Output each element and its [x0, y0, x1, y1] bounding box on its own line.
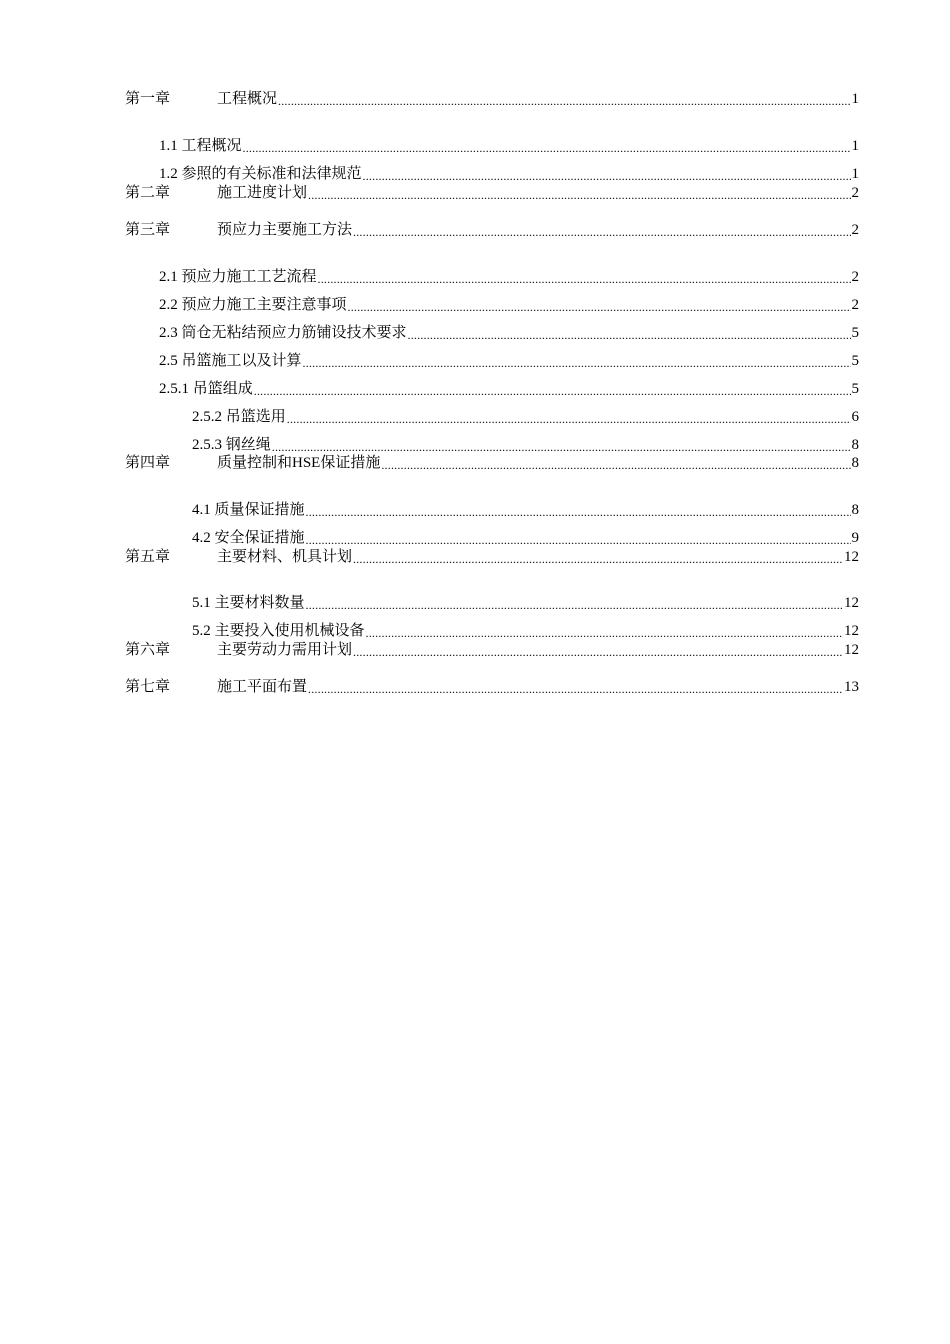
page-number: 2: [851, 269, 859, 285]
toc-entry-2-5-3[interactable]: [0, 437, 859, 454]
page-number: 12: [844, 642, 859, 658]
dot-leader: [306, 502, 851, 519]
entry-title: 2.5.2 吊篮选用: [192, 409, 286, 425]
chapter-number: 第六章: [125, 642, 171, 658]
entry-title: 预应力主要施工方法: [217, 222, 353, 238]
toc-entry-2-5-1[interactable]: [0, 381, 859, 398]
entry-title: 2.5.1 吊篮组成: [159, 381, 253, 397]
page-number: 9: [851, 530, 859, 546]
entry-title: 4.1 质量保证措施: [192, 502, 305, 518]
page-number: 8: [851, 455, 859, 471]
dot-leader: [306, 595, 843, 612]
page-number: 2: [851, 222, 859, 238]
toc-entry-5-1[interactable]: [0, 595, 859, 612]
toc-entry-ch3[interactable]: [0, 222, 859, 239]
entry-title: 2.3 筒仓无粘结预应力筋铺设技术要求: [159, 325, 407, 341]
dot-leader: [353, 222, 850, 239]
dot-leader: [243, 138, 851, 155]
dot-leader: [308, 185, 850, 202]
chapter-number: 第三章: [125, 222, 171, 238]
page-number: 8: [851, 437, 859, 453]
dot-leader: [366, 623, 843, 640]
chapter-number: 第七章: [125, 679, 171, 695]
page-number: 12: [844, 595, 859, 611]
entry-title: 2.1 预应力施工工艺流程: [159, 269, 317, 285]
page-number: 5: [851, 325, 859, 341]
entry-title: 5.1 主要材料数量: [192, 595, 305, 611]
toc-entry-ch1[interactable]: [0, 91, 859, 108]
entry-title: 主要劳动力需用计划: [217, 642, 353, 658]
page-number: 2: [851, 297, 859, 313]
entry-title: 1.1 工程概况: [159, 138, 242, 154]
page-number: 5: [851, 353, 859, 369]
toc-entry-ch5[interactable]: [0, 549, 859, 566]
page-number: 1: [851, 138, 859, 154]
page-number: 8: [851, 502, 859, 518]
dot-leader: [306, 530, 851, 547]
dot-leader: [287, 409, 851, 426]
toc-entry-1-2[interactable]: [0, 166, 859, 183]
page-number: 2: [851, 185, 859, 201]
toc-entry-ch4[interactable]: [0, 455, 859, 472]
chapter-number: 第五章: [125, 549, 171, 565]
dot-leader: [308, 679, 843, 696]
dot-leader: [303, 353, 851, 370]
entry-title: 2.5.3 钢丝绳: [192, 437, 271, 453]
entry-title: 2.2 预应力施工主要注意事项: [159, 297, 347, 313]
entry-title: 1.2 参照的有关标准和法律规范: [159, 166, 362, 182]
dot-leader: [363, 166, 851, 183]
toc-entry-2-3[interactable]: [0, 325, 859, 342]
dot-leader: [408, 325, 851, 342]
chapter-number: 第二章: [125, 185, 171, 201]
dot-leader: [353, 549, 843, 566]
dot-leader: [254, 381, 851, 398]
toc-entry-2-5[interactable]: [0, 353, 859, 370]
page-number: 13: [844, 679, 859, 695]
page-number: 12: [844, 623, 859, 639]
page-number: 5: [851, 381, 859, 397]
toc-entry-ch6[interactable]: [0, 642, 859, 659]
toc-entry-ch7[interactable]: [0, 679, 859, 696]
entry-title: 施工平面布置: [217, 679, 308, 695]
chapter-number: 第四章: [125, 455, 171, 471]
dot-leader: [353, 642, 843, 659]
entry-title: 4.2 安全保证措施: [192, 530, 305, 546]
toc-entry-2-5-2[interactable]: [0, 409, 859, 426]
entry-title: 2.5 吊篮施工以及计算: [159, 353, 302, 369]
entry-title: 主要材料、机具计划: [217, 549, 353, 565]
chapter-number: 第一章: [125, 91, 171, 107]
dot-leader: [318, 269, 851, 286]
entry-title: 施工进度计划: [217, 185, 308, 201]
entry-title: 质量控制和HSE保证措施: [217, 455, 381, 471]
page-number: 12: [844, 549, 859, 565]
toc-entry-ch2[interactable]: [0, 185, 859, 202]
toc-entry-2-2[interactable]: [0, 297, 859, 314]
toc-entry-4-1[interactable]: [0, 502, 859, 519]
dot-leader: [348, 297, 851, 314]
toc-entry-4-2[interactable]: [0, 530, 859, 547]
page-number: 6: [851, 409, 859, 425]
page-number: 1: [851, 166, 859, 182]
toc-entry-1-1[interactable]: [0, 138, 859, 155]
dot-leader: [272, 437, 851, 454]
toc-entry-2-1[interactable]: [0, 269, 859, 286]
page-number: 1: [851, 91, 859, 107]
dot-leader: [381, 455, 850, 472]
entry-title: 工程概况: [217, 91, 278, 107]
dot-leader: [278, 91, 850, 108]
toc-entry-5-2[interactable]: [0, 623, 859, 640]
entry-title: 5.2 主要投入使用机械设备: [192, 623, 365, 639]
